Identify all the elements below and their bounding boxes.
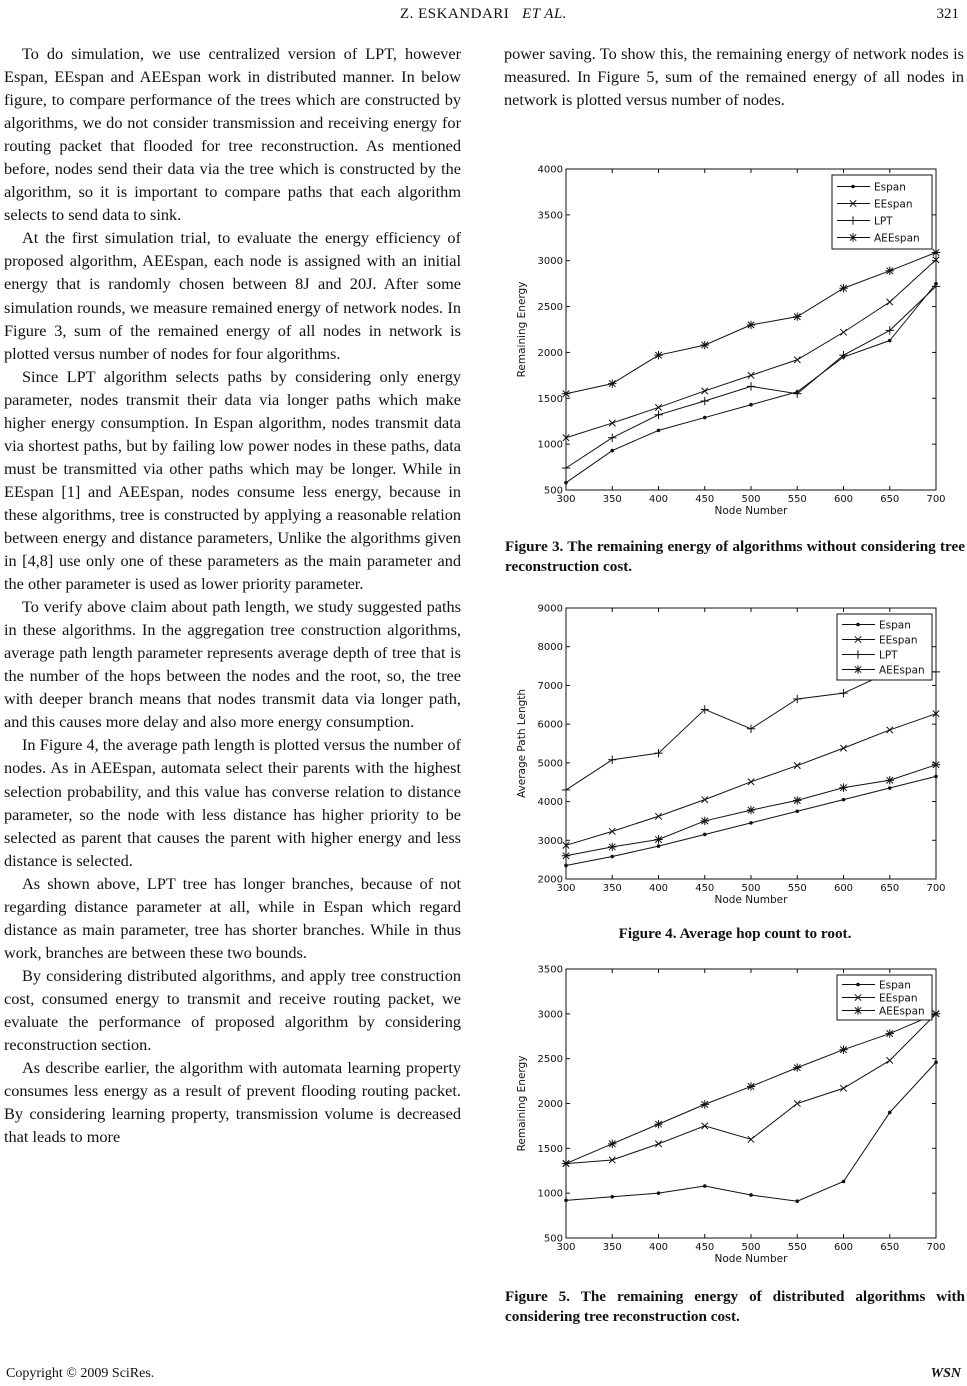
y-tick-label: 3500 <box>537 964 563 976</box>
x-tick-label: 550 <box>787 494 807 505</box>
series-aeespan-point <box>608 843 616 851</box>
figure-3-chart <box>505 158 965 523</box>
x-tick-label: 700 <box>926 1242 946 1253</box>
legend-marker-espan <box>856 983 860 987</box>
paragraph: To verify above claim about path length, we study suggested paths in these algorithms. In the aggregation tree construction algorithms, average path length parameter represents average depth of tree that is the number of the hops between the nodes and the root, so, the tree with deeper branch means that nodes transmit data via longer path, and this causes more delay and also more energy consumption. <box>4 597 461 732</box>
y-tick-label: 1000 <box>537 439 563 451</box>
x-tick-label: 700 <box>926 494 946 505</box>
x-tick-label: 400 <box>648 494 669 505</box>
series-aeespan-point <box>654 835 662 843</box>
series-espan-point <box>564 864 568 868</box>
x-tick-label: 650 <box>880 494 900 505</box>
figure-3 <box>505 158 965 523</box>
y-tick-label: 1500 <box>537 393 563 405</box>
x-tick-label: 500 <box>741 883 761 894</box>
series-aeespan-point <box>839 1046 847 1054</box>
series-aeespan-point <box>562 390 570 398</box>
legend-marker-aeespan <box>849 233 857 241</box>
paragraph: As shown above, LPT tree has longer branches, because of not regarding distance parameter at all, while in Espan which regard distance as main parameter, tree has shorter branches. While in thus work, branches are between these two bounds. <box>4 873 461 962</box>
series-aeespan-point <box>932 248 940 256</box>
series-espan-point <box>703 833 707 837</box>
x-tick-label: 600 <box>833 883 854 894</box>
series-aeespan-point <box>608 379 616 387</box>
figure-4-caption: Figure 4. Average hop count to root. <box>618 925 852 942</box>
legend-label-eespan: EEspan <box>874 198 913 211</box>
series-aeespan-point <box>793 312 801 320</box>
y-tick-label: 2000 <box>537 347 563 359</box>
y-tick-label: 6000 <box>537 719 563 731</box>
series-espan-point <box>888 1111 892 1115</box>
x-tick-label: 300 <box>556 883 576 894</box>
x-tick-label: 500 <box>741 494 761 505</box>
y-tick-label: 2500 <box>537 302 563 314</box>
x-tick-label: 450 <box>695 883 715 894</box>
x-axis-label: Node Number <box>714 1253 788 1263</box>
legend-label-aeespan: AEEspan <box>879 664 925 677</box>
y-tick-label: 3500 <box>537 210 563 222</box>
page-number: 321 <box>936 6 959 22</box>
legend-marker-aeespan <box>854 1006 862 1014</box>
paragraph: Since LPT algorithm selects paths by considering only energy parameter, nodes transmit their data via longer paths which make higher energy consumption. In Espan algorithm, nodes transmit data via shortest paths, but by failing low power nodes in these paths, data must be transmitted via other paths which may be longer. While in EEspan [1] and AEEspan, nodes consume less energy, because in these algorithms, tree is constructed by applying a reasonable relation between energy and distance parameters, Unlike the algorithms given in [4,8] use only one of these parameters as the main parameter and the other parameter is used as lower priority parameter. <box>4 366 461 594</box>
series-aeespan-point <box>886 1029 894 1037</box>
y-tick-label: 2000 <box>537 874 563 886</box>
figure-5-chart <box>505 958 965 1263</box>
legend-marker-espan <box>851 185 855 189</box>
figure-5-caption: Figure 5. The remaining energy of distributed algorithms with considering tree reconstruction cost. <box>505 1288 965 1325</box>
y-tick-label: 4000 <box>537 164 563 176</box>
x-tick-label: 450 <box>695 1242 715 1253</box>
series-espan-point <box>749 1193 753 1197</box>
series-espan-point <box>564 481 568 485</box>
series-aeespan-point <box>886 267 894 275</box>
series-espan-point <box>703 1184 707 1188</box>
right-column-text <box>504 42 964 111</box>
x-tick-label: 600 <box>833 494 854 505</box>
y-tick-label: 7000 <box>537 680 563 692</box>
y-tick-label: 1000 <box>537 1188 563 1200</box>
y-tick-label: 3000 <box>537 256 563 268</box>
series-espan-point <box>657 429 661 433</box>
legend-label-eespan: EEspan <box>879 634 918 647</box>
legend-label-lpt: LPT <box>879 649 898 662</box>
series-aeespan-point <box>932 761 940 769</box>
left-column <box>4 42 461 1148</box>
x-tick-label: 650 <box>880 883 900 894</box>
y-tick-label: 4000 <box>537 797 563 809</box>
series-espan-point <box>564 1199 568 1203</box>
legend-label-lpt: LPT <box>874 215 893 228</box>
legend-marker-espan <box>856 623 860 627</box>
series-espan-point <box>657 844 661 848</box>
series-aeespan-point <box>654 351 662 359</box>
series-espan-point <box>888 339 892 343</box>
legend-marker-aeespan <box>854 665 862 673</box>
series-espan-point <box>795 809 799 813</box>
x-tick-label: 350 <box>602 494 622 505</box>
paragraph: In Figure 4, the average path length is plotted versus the number of nodes. As in AEEspan, automata select their parents with the highest selection probability, and this value has converse relation to distance parameter, so the node with less distance has higher priority to be selected as parent that causes the parent with higher energy and less distance is selected. <box>4 735 461 870</box>
figure-3-caption: Figure 3. The remaining energy of algorithms without considering tree reconstruction cost. <box>505 538 965 575</box>
x-tick-label: 400 <box>648 1242 669 1253</box>
page-header <box>0 6 967 28</box>
series-aeespan-point <box>793 1063 801 1071</box>
legend-label-aeespan: AEEspan <box>874 232 920 245</box>
series-aeespan-point <box>747 806 755 814</box>
series-espan-point <box>610 1195 614 1199</box>
series-aeespan-point <box>747 1082 755 1090</box>
x-tick-label: 350 <box>602 1242 622 1253</box>
legend-label-aeespan: AEEspan <box>879 1005 925 1018</box>
series-espan-point <box>749 821 753 825</box>
y-tick-label: 2500 <box>537 1054 563 1066</box>
y-axis-label: Remaining Energy <box>516 1055 528 1152</box>
legend-label-espan: Espan <box>879 619 911 632</box>
series-aeespan-point <box>886 776 894 784</box>
y-tick-label: 3000 <box>537 835 563 847</box>
series-aeespan-point <box>747 321 755 329</box>
series-aeespan-point <box>562 1159 570 1167</box>
series-aeespan-point <box>608 1140 616 1148</box>
paragraph: At the first simulation trial, to evaluate the energy efficiency of proposed algorithm, AEEspan, each node is assigned with an initial energy that is randomly chosen between 8J and 20J. After some simulation rounds, we measure remained energy of network nodes. In Figure 3, sum of the remained energy of all nodes in network is plotted versus number of nodes for four algorithms. <box>4 228 461 363</box>
series-aeespan-point <box>839 284 847 292</box>
series-espan-point <box>657 1191 661 1195</box>
y-tick-label: 500 <box>543 485 563 497</box>
series-espan-point <box>842 798 846 802</box>
x-tick-label: 350 <box>602 883 622 894</box>
y-tick-label: 9000 <box>537 603 563 615</box>
y-axis-label: Remaining Energy <box>516 281 528 378</box>
paragraph: power saving. To show this, the remaining energy of network nodes is measured. In Figure 5, sum of the remained energy of all nodes in network is plotted versus number of nodes. <box>504 44 964 110</box>
series-espan-point <box>934 775 938 779</box>
running-head: Z. ESKANDARI ET AL. <box>399 6 568 22</box>
journal-name: WSN <box>930 1366 961 1381</box>
series-espan-point <box>610 449 614 453</box>
paragraph: As describe earlier, the algorithm with automata learning property consumes less energy as a result of prevent flooding routing packet. By considering learning property, transmission volume is decreased that leads to more <box>4 1058 461 1147</box>
y-tick-label: 500 <box>543 1233 563 1245</box>
series-espan-point <box>749 403 753 407</box>
series-espan-point <box>888 786 892 790</box>
paragraph: By considering distributed algorithms, and apply tree construction cost, consumed energy to transmit and receive routing packet, we evaluate the performance of proposed algorithm by considering reconstruction section. <box>4 965 461 1055</box>
series-aeespan-point <box>701 341 709 349</box>
series-espan-point <box>795 1199 799 1203</box>
series-aeespan-point <box>654 1120 662 1128</box>
x-tick-label: 550 <box>787 883 807 894</box>
x-tick-label: 650 <box>880 1242 900 1253</box>
series-aeespan-point <box>701 1100 709 1108</box>
x-tick-label: 700 <box>926 883 946 894</box>
copyright: Copyright © 2009 SciRes. <box>6 1366 155 1381</box>
figure-4-chart <box>505 598 965 913</box>
x-tick-label: 550 <box>787 1242 807 1253</box>
series-aeespan-point <box>932 1010 940 1018</box>
figure-4 <box>505 598 965 913</box>
y-tick-label: 3000 <box>537 1009 563 1021</box>
series-aeespan-point <box>793 796 801 804</box>
x-tick-label: 600 <box>833 1242 854 1253</box>
x-axis-label: Node Number <box>714 894 788 906</box>
series-aeespan-point <box>839 783 847 791</box>
series-espan-point <box>610 855 614 859</box>
y-tick-label: 2000 <box>537 1099 563 1110</box>
x-tick-label: 300 <box>556 494 576 505</box>
series-espan-point <box>934 1060 938 1064</box>
x-tick-label: 500 <box>741 1242 761 1253</box>
figure-5 <box>505 958 965 1263</box>
y-tick-label: 8000 <box>537 642 563 654</box>
y-tick-label: 1500 <box>537 1143 563 1155</box>
series-aeespan-point <box>701 817 709 825</box>
x-tick-label: 450 <box>695 494 715 505</box>
page-footer <box>6 1366 961 1382</box>
x-axis-label: Node Number <box>714 505 788 517</box>
legend-label-eespan: EEspan <box>879 992 918 1005</box>
x-tick-label: 300 <box>556 1242 576 1253</box>
series-espan-point <box>703 416 707 420</box>
y-axis-label: Average Path Length <box>516 688 528 799</box>
x-tick-label: 400 <box>648 883 669 894</box>
series-aeespan-point <box>562 852 570 860</box>
y-tick-label: 5000 <box>537 758 563 770</box>
legend-label-espan: Espan <box>879 979 911 992</box>
legend-label-espan: Espan <box>874 181 906 194</box>
paragraph: To do simulation, we use centralized version of LPT, however Espan, EEspan and AEEspan work in distributed manner. In below figure, to compare performance of the trees which are constructed by algorithms, we do not consider transmission and receiving energy for routing packet that flooded for tree reconstruction. As mentioned before, nodes send their data via the tree which is constructed by the algorithm, so it is important to compare paths that each algorithm selects to send data to sink. <box>4 44 461 225</box>
series-espan-point <box>842 1180 846 1184</box>
